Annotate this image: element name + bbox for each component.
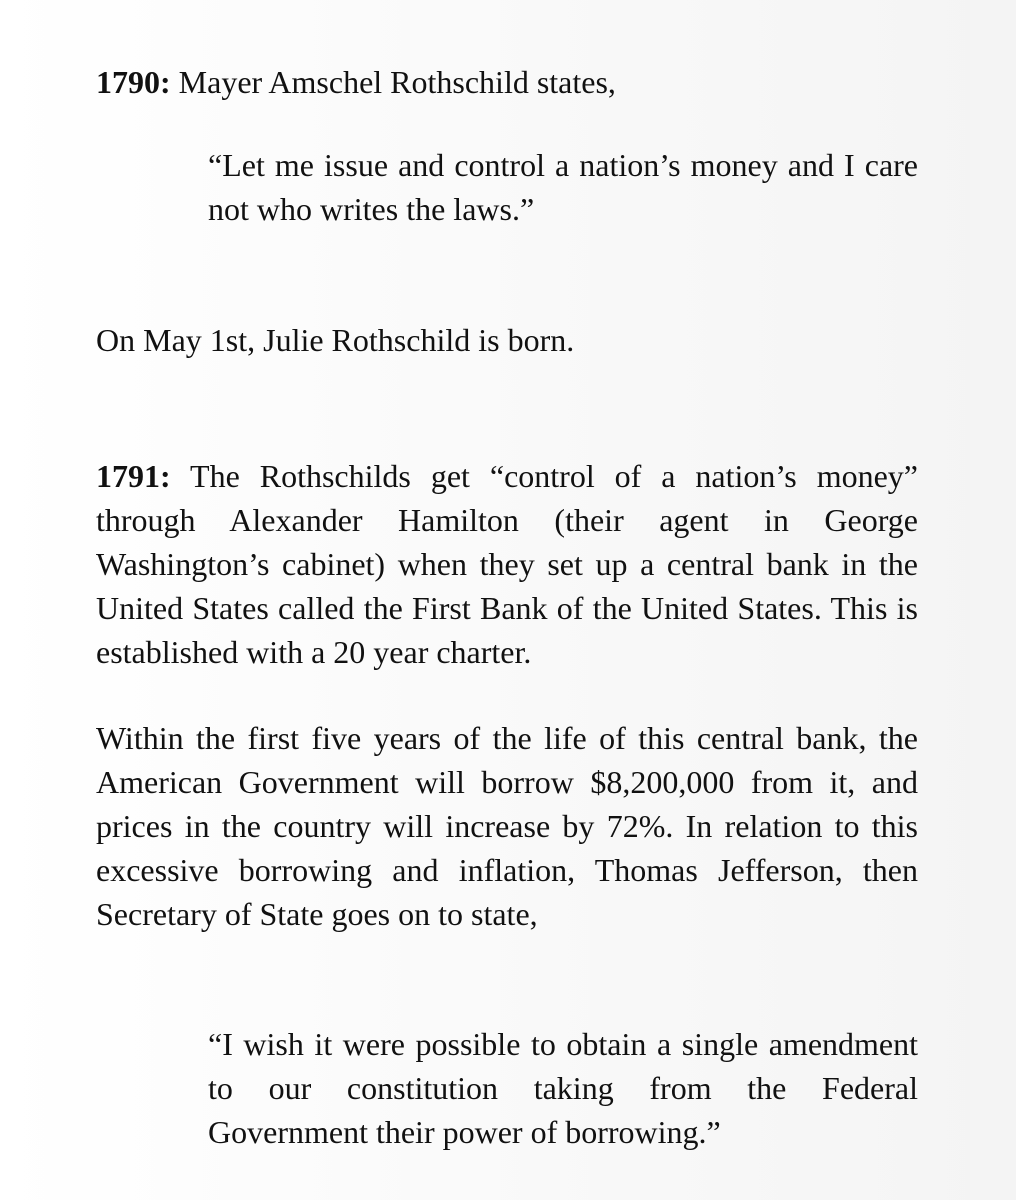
entry-1791-text: The Rothschilds get “control of a nation’s money” through Alexander Hamilton (their agent in George Washington’s cabinet) when they set up a central bank in the United States called the First Bank of the United States. This is established with a 20 year charter.	[96, 458, 918, 670]
entry-1790-text: Mayer Amschel Rothschild states,	[170, 64, 616, 100]
entry-1791-paragraph	[96, 454, 918, 674]
julie-birth-note: On May 1st, Julie Rothschild is born.	[96, 322, 575, 358]
entry-1790-paragraph	[96, 60, 918, 104]
rothschild-quote: “Let me issue and control a nation’s money and I care not who writes the laws.”	[208, 147, 918, 227]
jefferson-quote: “I wish it were possible to obtain a single amendment to our constitution taking from the Federal Government their power of borrowing.”	[208, 1026, 918, 1150]
entry-1790-year: 1790:	[96, 64, 171, 100]
entry-1791-year: 1791:	[96, 458, 171, 494]
borrowing-inflation-paragraph: Within the first five years of the life of this central bank, the American Government will borrow $8,200,000 from it, and prices in the country will increase by 72%. In relation to this excessive borrowing and inflation, Thomas Jefferson, then Secretary of State goes on to state,	[96, 720, 918, 932]
